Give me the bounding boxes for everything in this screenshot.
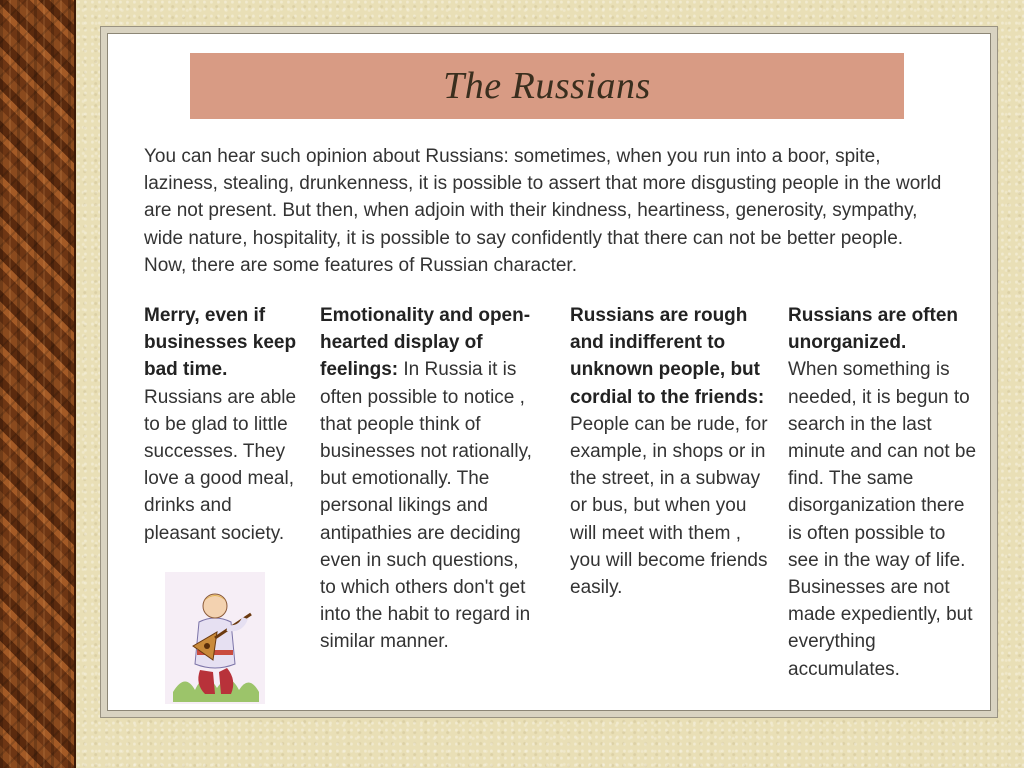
feature-column-4 <box>788 302 980 683</box>
feature-heading: Merry, even if businesses keep bad time. <box>144 305 297 381</box>
feature-text: People can be rude, for example, in shops or in the street, in a subway or bus, but when you will meet with them , you will become friends easily. <box>570 413 768 599</box>
feature-heading: Russians are often unorganized. <box>788 305 958 354</box>
feature-text: Russians are able to be glad to little successes. They love a good meal, drinks and pleasant society. <box>144 386 297 544</box>
intro-paragraph: You can hear such opinion about Russians: sometimes, when you run into a boor, spite, laziness, stealing, drunkenness, it is possible to assert that more disgusting people in the world are not present. But then, when adjoin with their kindness, heartiness, generosity, sympathy, wide nature, hospitality, it is possible to say confidently that there can not be better people. Now, there are some features of Russian character. <box>144 146 942 276</box>
feature-column-1 <box>144 302 304 547</box>
feature-text: When something is needed, it is begun to search in the last minute and can not be find. The same disorganization there is often possible to see in the way of life. Businesses are not made expediently, but everything accumulates. <box>788 359 977 680</box>
feature-column-2 <box>320 302 535 656</box>
feature-heading: Russians are rough and indifferent to unknown people, but cordial to the friends: <box>570 305 765 408</box>
wood-border-strip <box>0 0 76 768</box>
feature-heading: Emotionality and open-hearted display of feelings: <box>320 305 531 381</box>
feature-text: In Russia it is often possible to notice , that people think of businesses not rationally, but emotionally. The personal likings and antipathies are deciding even in such questions, to which others don't get into the habit to regard in similar manner. <box>320 359 532 653</box>
page-title: The Russians <box>443 65 651 107</box>
feature-column-3 <box>570 302 770 601</box>
title-band <box>190 53 904 119</box>
balalaika-player-icon <box>165 572 265 704</box>
